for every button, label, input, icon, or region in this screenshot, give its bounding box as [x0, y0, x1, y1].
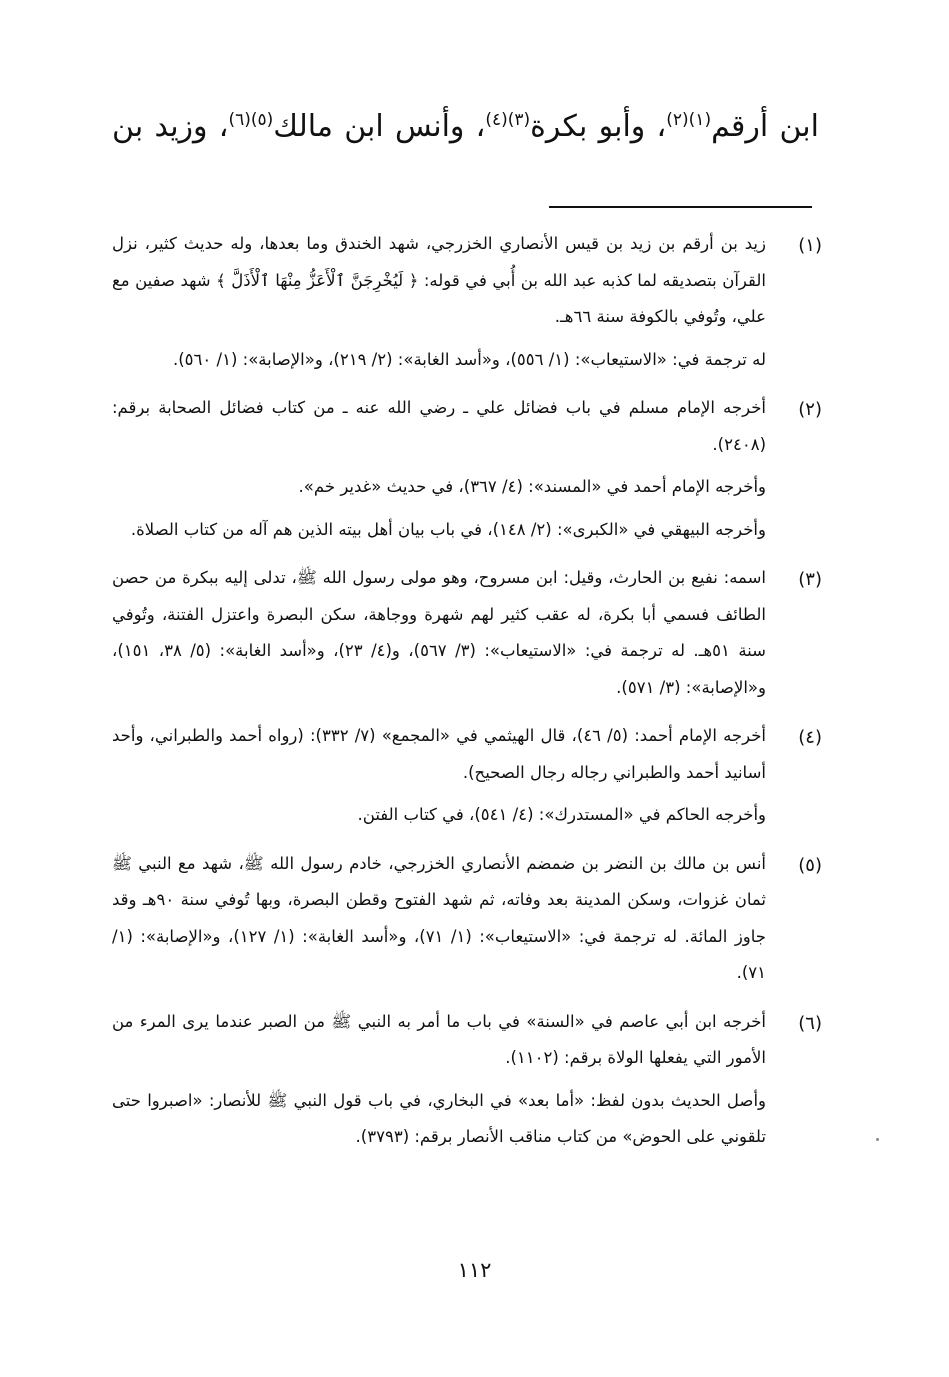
footnote-paragraph: أنس بن مالك بن النضر بن ضمضم الأنصاري الخزرجي، خادم رسول الله ﷺ، شهد مع النبي ﷺ ثمان غزوات، وسكن المدينة بعد وفاته، ثم شهد الفتوح وقطن البصرة، وبها تُوفي سنة ٩٠هـ وقد جاوز المائة. له ترجمة في: «الاستيعاب»: (١/ ٧١)، و«أسد الغابة»: (١/ ١٢٧)، و«الإصابة»: (١/ ٧١).: [112, 853, 766, 982]
footnote-body: [112, 226, 766, 384]
footnote-1: [112, 226, 822, 384]
footnote-paragraph: زيد بن أرقم بن زيد بن قيس الأنصاري الخزرجي، شهد الخندق وما بعدها، وله حديث كثير، نزل القرآن بتصديقه لما كذبه عبد الله بن أُبي في قوله: ﴿ لَيُخْرِجَنَّ ٱلْأَعَزُّ مِنْهَا ٱلْأَذَلَّ ﴾ شهد صفين مع علي، وتُوفي بالكوفة سنة ٦٦هـ.: [112, 234, 766, 326]
main-text-part: ابن أرقم: [711, 109, 819, 144]
footnote-body: [112, 390, 766, 554]
footnote-separator: [549, 206, 812, 208]
footnote-5: [112, 846, 822, 998]
main-text-part: ، وأبو بكرة: [530, 109, 667, 144]
footnote-number: (٢): [798, 399, 822, 420]
main-text-line: [112, 98, 819, 149]
footnote-2: [112, 390, 822, 554]
footnote-number: (٤): [798, 727, 822, 748]
footnote-ref[interactable]: (١)(٢): [666, 110, 712, 130]
footnote-4: [112, 718, 822, 840]
footnote-body: [112, 1004, 766, 1162]
footnote-number: (١): [798, 235, 822, 256]
margin-speck: [876, 1138, 879, 1141]
footnote-body: [112, 560, 766, 712]
footnote-paragraph: وأخرجه البيهقي في «الكبرى»: (٢/ ١٤٨)، في باب بيان أهل بيته الذين هم آله من كتاب الصلاة.: [130, 519, 766, 539]
footnote-paragraph: وأخرجه الحاكم في «المستدرك»: (٤/ ٥٤١)، في كتاب الفتن.: [357, 805, 766, 824]
main-text-part: ، وأنس ابن مالك: [273, 109, 486, 144]
footnote-paragraph: اسمه: نفيع بن الحارث، وقيل: ابن مسروح، وهو مولى رسول الله ﷺ، تدلى إليه ببكرة من حصن الطائف فسمي أبا بكرة، له عقب كثير لهم شهرة ووجاهة، سكن البصرة واعتزل الفتنة، وتُوفي سنة ٥١هـ. له ترجمة في: «الاستيعاب»: (٣/ ٥٦٧)، و(٤/ ٢٣)، و«أسد الغابة»: (٥/ ٣٨، ١٥١)، و«الإصابة»: (٣/ ٥٧١).: [112, 568, 766, 697]
footnote-paragraph: وأخرجه الإمام أحمد في «المسند»: (٤/ ٣٦٧)، في حديث «غدير خم».: [298, 477, 766, 496]
footnote-body: [112, 718, 766, 840]
footnote-number: (٣): [798, 569, 822, 590]
footnote-paragraph: أخرجه الإمام أحمد: (٥/ ٤٦)، قال الهيثمي في «المجمع» (٧/ ٣٣٢): (رواه أحمد والطبراني، وأحد أسانيد أحمد والطبراني رجاله رجال الصحيح).: [112, 726, 767, 782]
footnote-paragraph: وأصل الحديث بدون لفظ: «أما بعد» في البخاري، في باب قول النبي ﷺ للأنصار: «اصبروا حتى تلقوني على الحوض» من كتاب مناقب الأنصار برقم: (٣٧٩٣).: [112, 1090, 766, 1146]
footnote-paragraph: له ترجمة في: «الاستيعاب»: (١/ ٥٥٦)، و«أسد الغابة»: (٢/ ٢١٩)، و«الإصابة»: (١/ ٥٦٠).: [172, 349, 766, 369]
page-number: ١١٢: [457, 1258, 492, 1282]
footnote-number: (٥): [798, 854, 822, 876]
footnote-number: (٦): [798, 1012, 822, 1034]
footnote-paragraph: أخرجه ابن أبي عاصم في «السنة» في باب ما أمر به النبي ﷺ من الصبر عندما يرى المرء من الأمور التي يفعلها الولاة برقم: (١١٠٢).: [112, 1011, 766, 1067]
footnotes-section: [112, 226, 822, 1168]
footnote-body: [112, 846, 766, 998]
footnote-6: [112, 1004, 822, 1162]
footnote-paragraph: أخرجه الإمام مسلم في باب فضائل علي ـ رضي الله عنه ـ من كتاب فضائل الصحابة برقم: (٢٤٠٨).: [112, 398, 766, 454]
footnote-3: [112, 560, 822, 712]
footnote-ref[interactable]: (٥)(٦): [228, 110, 274, 130]
main-text-part: ، وزيد بن: [112, 109, 229, 144]
footnote-ref[interactable]: (٣)(٤): [485, 110, 531, 130]
